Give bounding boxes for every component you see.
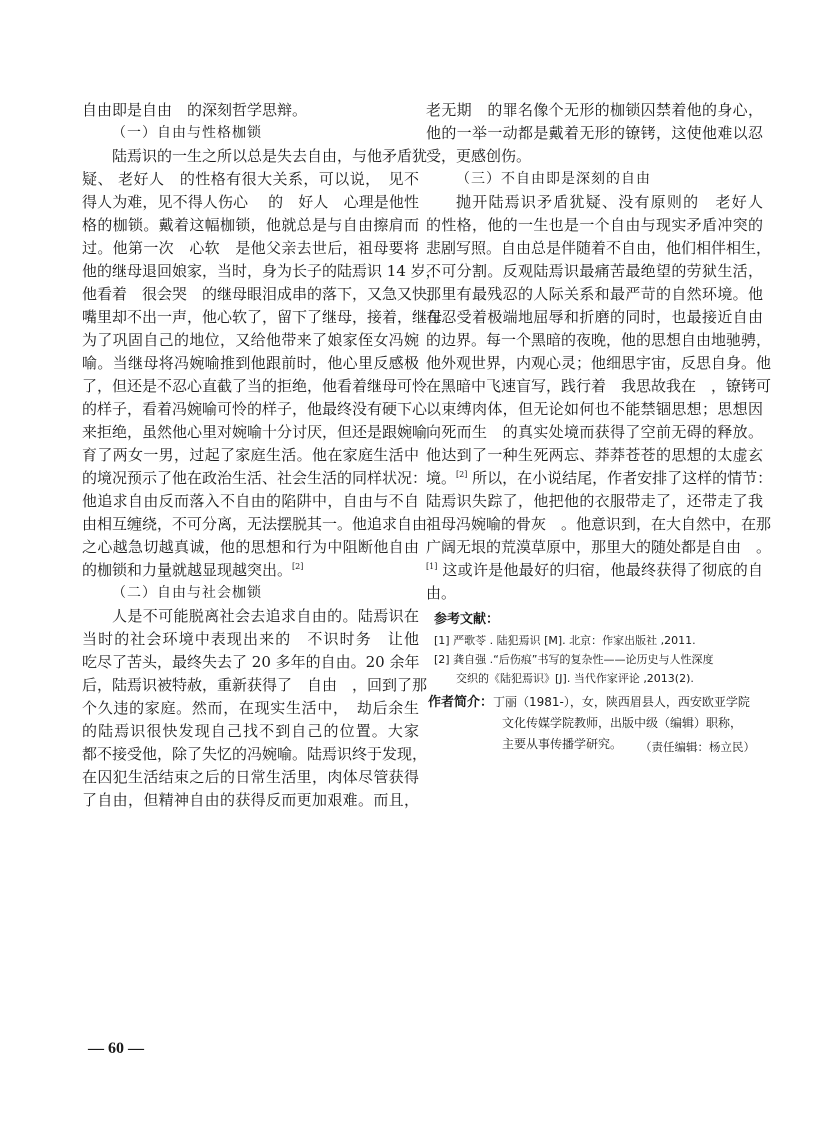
text-segment: 的陆焉识很快发现自己找不到自己的位置。大家 — [82, 722, 419, 740]
paragraph-line — [426, 122, 763, 145]
text-segment: 向死而生 的真实处境而获得了空前无碍的释放。 — [426, 423, 763, 441]
text-segment: 广阔无垠的荒漠草原中，那里大的随处都是自由 。 — [426, 538, 772, 556]
text-segment: 后，陆焉识被特赦，重新获得了 自由 ，回到了那 — [82, 676, 428, 694]
reference-list — [434, 631, 764, 688]
responsible-editor: （责任编辑：杨立民） — [640, 740, 755, 754]
paragraph-line — [82, 651, 419, 674]
paragraph-line — [426, 145, 763, 168]
paragraph-line — [82, 421, 428, 444]
text-segment: 得人为难，见不得人伤心 的 好人 心理是他性 — [82, 193, 419, 211]
text-segment: 自由即是自由 的深刻哲学思辩。 — [82, 101, 308, 119]
paragraph-line — [82, 697, 419, 720]
text-segment: 祖母冯婉喻的骨灰 。他意识到，在大自然中，在那 — [426, 515, 772, 533]
text-segment: 个久违的家庭。然而，在现实生活中， 劫后余生 — [82, 699, 419, 717]
text-segment: 嘴里却不出一声，他心软了，留下了继母，接着，继母 — [82, 308, 443, 326]
right-column — [426, 99, 773, 605]
section-heading: （一）自由与性格枷锁 — [112, 125, 262, 141]
text-segment: 在黑暗中飞速盲写，践行着 我思故我在 ，镣铐可 — [426, 377, 772, 395]
paragraph-line — [426, 375, 772, 398]
text-segment: 在囚犯生活结束之后的日常生活里，肉体尽管获得 — [82, 768, 419, 786]
text-segment: 来拒绝，虽然他心里对婉喻十分讨厌，但还是跟婉喻 — [82, 423, 428, 441]
text-segment: 所以，在小说结尾，作者安排了这样的情节： — [467, 469, 773, 487]
paragraph-line — [426, 513, 772, 536]
text-segment: 的境况预示了他在政治生活、社会生活的同样状况： — [82, 469, 428, 487]
text-segment: 格的枷锁。戴着这幅枷锁，他就总是与自由擦肩而 — [82, 216, 419, 234]
paragraph-line — [82, 329, 419, 352]
text-segment: 人是不可能脱离社会去追求自由的。陆焉识在 — [112, 607, 419, 625]
text-segment: 陆焉识的一生之所以总是失去自由，与他矛盾犹 — [112, 147, 428, 165]
paragraph-line — [82, 490, 419, 513]
paragraph-line — [426, 260, 763, 283]
text-segment: 以束缚肉体，但无论如何也不能禁锢思想；思想因 — [426, 400, 763, 418]
paragraph-line — [426, 582, 763, 605]
citation-mark: [1] — [426, 562, 438, 571]
paragraph-line — [426, 237, 772, 260]
references — [434, 608, 764, 688]
text-segment: 为了巩固自己的地位，又给他带来了娘家侄女冯婉 — [82, 331, 419, 349]
section-heading: （二）自由与社会枷锁 — [112, 585, 262, 601]
paragraph-line — [82, 260, 441, 283]
paragraph-line — [82, 536, 419, 559]
paragraph-line — [426, 559, 763, 582]
author-bio-line: 文化传媒学院教师，出版中级（编辑）职称， — [502, 716, 743, 730]
references-title: 参考文献： — [434, 612, 500, 627]
paragraph-line — [426, 490, 763, 513]
text-segment: 那里有最残忍的人际关系和最严苛的自然环境。他 — [426, 285, 763, 303]
paragraph-line — [426, 444, 763, 467]
text-segment: 他的继母退回娘家，当时，身为长子的陆焉识 14 岁， — [82, 262, 441, 280]
paragraph-line — [426, 329, 772, 352]
author-bio-label: 作者简介： — [428, 695, 494, 710]
paragraph-line — [426, 421, 763, 444]
text-segment: 陆焉识失踪了，他把他的衣服带走了，还带走了我 — [426, 492, 763, 510]
text-segment: 境。 — [426, 469, 457, 487]
page-number: — 60 — — [88, 1040, 144, 1057]
text-segment: 过。他第一次 心软 是他父亲去世后，祖母要将 — [82, 239, 419, 257]
text-segment: 他的一举一动都是戴着无形的镣铐，这使他难以忍 — [426, 124, 763, 142]
text-segment: 的样子，看着冯婉喻可怜的样子，他最终没有硬下心 — [82, 400, 428, 418]
paragraph-line — [426, 283, 763, 306]
text-segment: 的边界。每一个黑暗的夜晚，他的思想自由地驰骋， — [426, 331, 772, 349]
text-segment: 他外观世界，内观心灵；他细思宇宙，反思自身。他 — [426, 354, 772, 372]
paragraph-line — [82, 237, 419, 260]
paragraph-line — [82, 283, 443, 306]
paragraph-line — [426, 352, 772, 375]
paragraph-line — [82, 605, 419, 628]
text-segment: 由相互缠绕，不可分离，无法摆脱其一。他追求自由 — [82, 515, 428, 533]
paragraph-line — [82, 628, 419, 651]
paragraph-line — [426, 214, 763, 237]
paragraph-line — [82, 766, 419, 789]
reference-item: 交织的《陆犯焉识》[J]. 当代作家评论 ,2013(2). — [456, 672, 694, 685]
text-segment: 疑、 老好人 的性格有很大关系，可以说， 见不 — [82, 170, 419, 188]
paragraph-line — [82, 467, 428, 490]
paragraph-line — [426, 306, 763, 329]
text-segment: 之心越急切越真诚，他的思想和行为中阻断他自由 — [82, 538, 419, 556]
paragraph-line — [82, 214, 419, 237]
text-segment: 的枷锁和力量就越显现越突出。 — [82, 561, 293, 579]
text-segment: 了自由，但精神自由的获得反而更加艰难。而且， — [82, 791, 419, 809]
text-segment: 抛开陆焉识矛盾犹疑、没有原则的 老好人 — [456, 193, 763, 211]
author-bio-line: 丁丽（1981-），女，陕西眉县人，西安欧亚学院 — [493, 695, 750, 709]
paragraph-line — [426, 398, 763, 421]
paragraph-line — [82, 789, 419, 812]
paragraph-line — [82, 674, 428, 697]
text-segment: 当时的社会环境中表现出来的 不识时务 让他 — [82, 630, 419, 648]
text-segment: 悲剧写照。自由总是伴随着不自由，他们相伴相生， — [426, 239, 772, 257]
citation-mark: [2] — [292, 562, 304, 571]
section-heading: （三）不自由即是深刻的自由 — [456, 171, 651, 187]
citation-mark: [2] — [456, 470, 468, 479]
text-segment: 由。 — [426, 584, 457, 602]
text-segment: 育了两女一男，过起了家庭生活。他在家庭生活中 — [82, 446, 419, 464]
paragraph-line — [426, 99, 763, 122]
text-segment: 他达到了一种生死两忘、莽莽苍苍的思想的太虚玄 — [426, 446, 763, 464]
paragraph-line — [82, 720, 419, 743]
paragraph-line — [82, 559, 419, 582]
reference-item: [2] 龚自强 .“后伤痕”书写的复杂性——论历史与人性深度 — [434, 653, 714, 666]
reference-item: [1] 严歌苓 . 陆犯焉识 [M]. 北京：作家出版社 ,2011. — [434, 634, 696, 647]
left-column — [82, 99, 443, 812]
paragraph-line — [82, 352, 419, 375]
paragraph-line — [82, 306, 443, 329]
text-segment: 不可分割。反观陆焉识最痛苦最绝望的劳狱生活， — [426, 262, 763, 280]
paragraph-line — [82, 513, 428, 536]
text-segment: 老无期 的罪名像个无形的枷锁囚禁着他的身心， — [426, 101, 763, 119]
paragraph-line — [82, 99, 419, 122]
text-segment: 受，更感创伤。 — [426, 147, 532, 165]
author-bio-line: 主要从事传播学研究。 — [502, 737, 623, 751]
paragraph-line — [426, 536, 772, 559]
paragraph-line — [82, 375, 428, 398]
paragraph-line — [82, 191, 419, 214]
paragraph-line — [426, 191, 763, 214]
text-segment: 这或许是他最好的归宿，他最终获得了彻底的自 — [437, 561, 763, 579]
text-segment: 吃尽了苦头，最终失去了 20 多年的自由。20 余年 — [82, 653, 420, 671]
text-segment: 的性格，他的一生也是一个自由与现实矛盾冲突的 — [426, 216, 763, 234]
paragraph-line — [82, 398, 428, 421]
text-segment: 在忍受着极端地屈辱和折磨的同时，也最接近自由 — [426, 308, 763, 326]
paragraph-line — [82, 145, 428, 168]
paragraph-line — [426, 467, 773, 490]
text-segment: 他追求自由反而落入不自由的陷阱中，自由与不自 — [82, 492, 419, 510]
text-segment: 都不接受他，除了失忆的冯婉喻。陆焉识终于发现， — [82, 745, 428, 763]
text-segment: 了，但还是不忍心直截了当的拒绝，他看着继母可怜 — [82, 377, 428, 395]
text-segment: 喻。当继母将冯婉喻推到他跟前时，他心里反感极 — [82, 354, 419, 372]
paragraph-line — [82, 444, 419, 467]
paragraph-line — [82, 743, 428, 766]
text-segment: 他看着 很会哭 的继母眼泪成串的落下，又急又快， — [82, 285, 443, 303]
paragraph-line — [82, 168, 419, 191]
